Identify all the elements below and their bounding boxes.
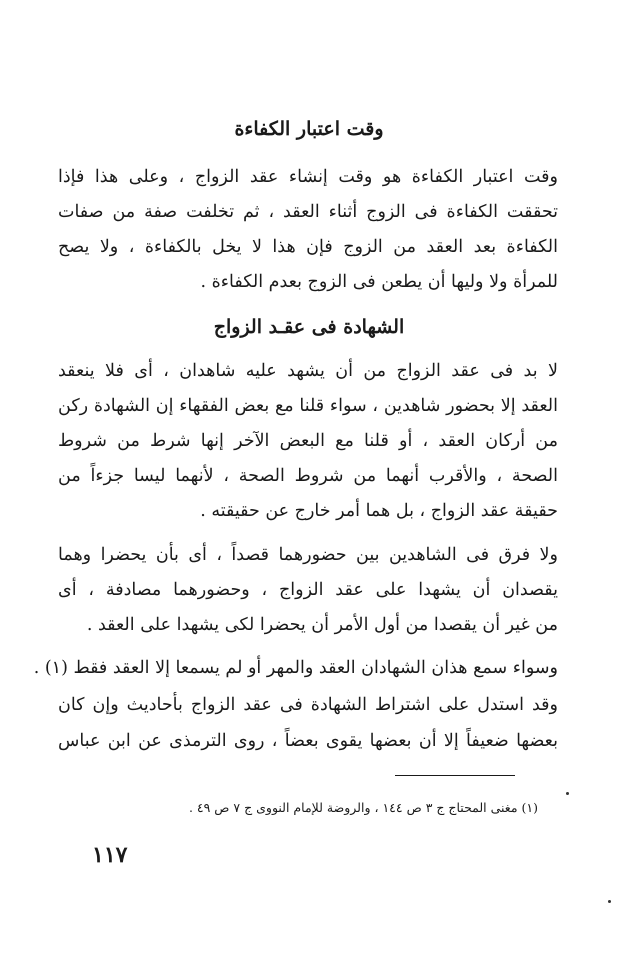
scan-speck [608, 900, 611, 903]
footnote: (١) مغنى المحتاج ج ٣ ص ١٤٤ ، والروضة للإمام النووى ج ٧ ص ٤٩ . [188, 800, 538, 815]
text-line: للمرأة ولا وليها أن يطعن فى الزوج بعدم الكفاءة . [200, 272, 558, 292]
text-line: ولا فرق فى الشاهدين بين حضورهما قصداً ، أى بأن يحضرا وهما [58, 545, 558, 565]
text-line: تحققت الكفاءة فى الزوج أثناء العقد ، ثم تخلفت صفة من صفات [58, 202, 558, 222]
section-heading: وقت اعتبار الكفاءة [234, 118, 384, 140]
text-line: الصحة ، والأقرب أنهما من شروط الصحة ، لأنهما ليسا جزءاً من [58, 466, 558, 486]
text-line: لا بد فى عقد الزواج من أن يشهد عليه شاهدان ، أى فلا ينعقد [58, 361, 558, 381]
footnote-separator [395, 775, 515, 776]
text-line: بعضها ضعيفاً إلا أن بعضها يقوى بعضاً ، روى الترمذى عن ابن عباس [58, 731, 558, 751]
text-line: يقصدان أن يشهدا على عقد الزواج ، وحضورهما مصادفة ، أى [58, 580, 558, 600]
text-line: وسواء سمع هذان الشهادان العقد والمهر أو لم يسمعا إلا العقد فقط (١) . [33, 658, 558, 678]
text-line: من أركان العقد ، أو قلنا مع البعض الآخر إنها شرط من شروط [58, 431, 558, 451]
scan-speck [566, 792, 569, 795]
page-number: ١١٧ [92, 842, 128, 868]
section-heading: الشهادة فى عقـد الزواج [213, 316, 405, 338]
text-line: العقد إلا بحضور شاهدين ، سواء قلنا مع بعض الفقهاء إن الشهادة ركن [58, 396, 558, 416]
text-line: حقيقة عقد الزواج ، بل هما أمر خارج عن حقيقته . [200, 501, 558, 521]
text-line: وقت اعتبار الكفاءة هو وقت إنشاء عقد الزواج ، وعلى هذا فإذا [58, 167, 558, 187]
text-line: من غير أن يقصدا من أول الأمر أن يحضرا لكى يشهدا على العقد . [86, 615, 558, 635]
text-line: وقد استدل على اشتراط الشهادة فى عقد الزواج بأحاديث وإن كان [58, 695, 558, 715]
text-line: الكفاءة بعد العقد من الزوج فإن هذا لا يخل بالكفاءة ، ولا يصح [58, 237, 558, 257]
